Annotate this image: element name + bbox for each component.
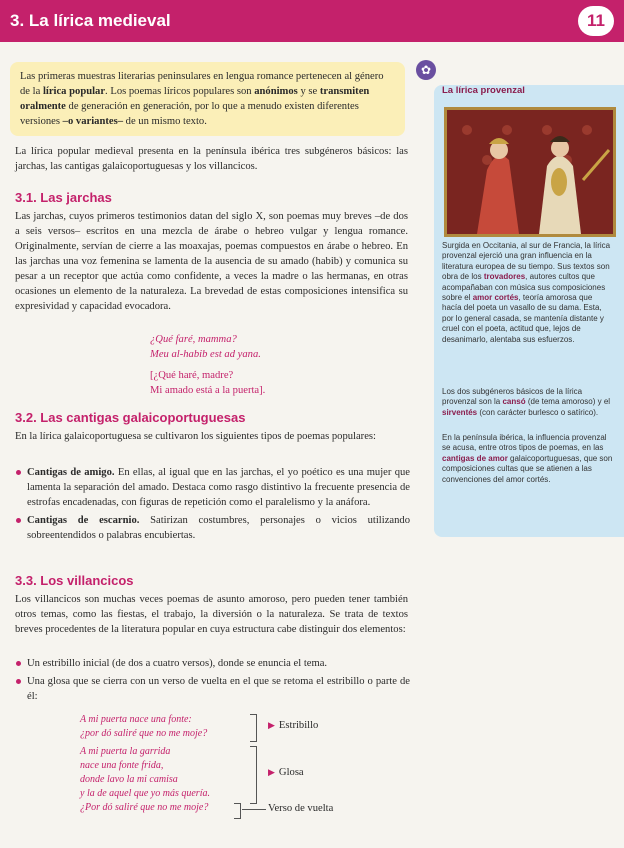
miniature-illustration	[447, 110, 613, 234]
intro-text: de un mismo texto.	[123, 116, 207, 127]
sb-bold: sirventés	[442, 407, 478, 417]
poem-line: ¿Por dó saliré que no me moje?	[80, 802, 209, 813]
list-item	[15, 465, 410, 510]
sb-text: , teoría amorosa que hacía del poeta un vasallo de su dama. Esta, por lo general casada, se mantenía distante y cruel con el poeta, actitud que, lejos de desanimarlo, alentaba sus esfuerzos.	[442, 293, 604, 344]
poem-line: A mi puerta nace una fonte:	[80, 714, 192, 725]
sb-text: Surgida en Occitania, al sur de Francia, la lírica provenzal ejerció una gran influencia en la literatura europea de su tiempo. Sus textos son obra de los	[442, 241, 611, 282]
sidebar-title: La lírica provenzal	[442, 85, 525, 96]
jarchas-paragraph: Las jarchas, cuyos primeros testimonios datan del siglo X, son poemas muy breves –de dos a seis versos– escritos en una mezcla de árabe o hebreo vulgar y lengua romance. Originalmente, servían de cierre a las moaxajas, poemas compuestos en árabe o hebreo. En las jarchas una voz femenina se lamenta de la ausencia de su amado (habib) y comunica su pesar a un receptor que actúa como confidente, a veces la madre o las hermanas, en otras ocasiones un elemento de la naturaleza. La brevedad de estas composiciones intensifica su expresividad y capacidad evocadora.	[15, 210, 408, 312]
intro-bold: lírica popular	[42, 86, 106, 97]
section-heading-jarchas: 3.1. Las jarchas	[15, 190, 112, 205]
intro-text: y se	[297, 86, 320, 97]
intro-bold: transmiten oralmente	[20, 86, 370, 112]
intro-box	[10, 62, 405, 136]
poem-line: Mi amado está a la puerta].	[150, 385, 266, 396]
arrow-icon: ▶	[268, 767, 275, 777]
poem-line: y la de aquel que yo más quería.	[80, 788, 210, 799]
sidebar-badge-icon: ✿	[416, 60, 436, 80]
sb-bold: amor cortés	[472, 293, 519, 303]
sb-bold: cansó	[502, 397, 526, 407]
sb-text: En la península ibérica, la influencia provenzal se acusa, entre otros tipos de poemas, en las	[442, 433, 607, 453]
page-number: 11	[578, 6, 614, 36]
sb-text: (de tema amoroso) y el	[525, 397, 611, 407]
list-text: Satirizan costumbres, personajes o vicios utilizando sobreentendidos o palabras encubiertas.	[27, 515, 410, 541]
intro-bold: –o variantes–	[62, 116, 123, 127]
glosa-label	[268, 767, 304, 778]
sidebar-text-1	[442, 241, 614, 345]
poem-line: nace una fonte frida,	[80, 760, 164, 771]
sb-text: Los dos subgéneros básicos de la lírica provenzal son la	[442, 387, 583, 407]
sidebar-text-3	[442, 433, 614, 485]
glosa-bracket	[250, 746, 257, 804]
label-text: Glosa	[278, 767, 304, 778]
list-term: Cantigas de amigo.	[27, 467, 115, 478]
villancicos-list	[15, 656, 410, 707]
label-text: Estribillo	[278, 720, 319, 731]
intro-text: de generación en generación, por lo que a menudo existen diferentes versiones	[20, 101, 359, 127]
cantigas-list	[15, 465, 410, 546]
sb-text: (con carácter burlesco o satírico).	[477, 407, 599, 417]
vuelta-line	[242, 809, 266, 810]
estribillo-label	[268, 720, 318, 731]
section-heading-villancicos: 3.3. Los villancicos	[15, 573, 134, 588]
chapter-title: 3. La lírica medieval	[10, 11, 171, 30]
list-item	[15, 513, 410, 543]
sidebar-provenzal	[434, 85, 624, 537]
intro-text: . Los poemas líricos populares son	[105, 86, 255, 97]
lead-paragraph: La lírica popular medieval presenta en la península ibérica tres subgéneros básicos: las jarchas, las cantigas galaicoportuguesas y los villancicos.	[15, 145, 408, 172]
sb-bold: cantigas de amor	[442, 453, 508, 463]
chapter-header	[0, 0, 624, 42]
poem-line: Meu al-habib est ad yana.	[150, 349, 261, 360]
sidebar-text-2	[442, 387, 614, 418]
poem-line: [¿Qué haré, madre?	[150, 370, 234, 381]
section-heading-cantigas: 3.2. Las cantigas galaicoportuguesas	[15, 410, 246, 425]
poem-line: ¿por dó saliré que no me moje?	[80, 728, 208, 739]
intro-bold: anónimos	[254, 86, 298, 97]
list-item: Una glosa que se cierra con un verso de vuelta en el que se retoma el estribillo o parte de él:	[15, 674, 410, 704]
sb-text: galaicoportuguesas, que son composiciones cultas que se atienen a las convenciones del amor cortés.	[442, 453, 613, 484]
list-item: Un estribillo inicial (de dos a cuatro versos), donde se enuncia el tema.	[15, 656, 410, 671]
intro-text: Las primeras muestras literarias peninsulares en lengua romance pertenecen al género de la	[20, 71, 384, 97]
jarcha-poem	[150, 332, 265, 398]
poem-line: ¿Qué faré, mamma?	[150, 334, 237, 345]
villancico-poem	[80, 713, 210, 815]
sb-bold: trovadores	[483, 272, 526, 282]
arrow-icon: ▶	[268, 720, 275, 730]
troubadour-miniature-image	[444, 107, 616, 237]
list-term: Cantigas de escarnio.	[27, 515, 140, 526]
vuelta-bracket	[234, 803, 241, 819]
poem-line: donde lavo la mi camisa	[80, 774, 178, 785]
villancicos-paragraph: Los villancicos son muchas veces poemas de asunto amoroso, pero pueden tener también otros temas, como las fiestas, el trabajo, la diversión o la naturaleza. Se trata de textos breves procedentes de la literatura popular en cuya estructura cabe distinguir dos elementos:	[15, 593, 408, 635]
list-text: En ellas, al igual que en las jarchas, el yo poético es una mujer que lamenta la separación del amado. Destaca como rasgo distintivo la frecuente presencia de estrofas encadenadas, con figuras de repetición como el paralelismo y la anáfora.	[27, 467, 411, 508]
poem-line: A mi puerta la garrida	[80, 746, 171, 757]
vuelta-label: Verso de vuelta	[268, 803, 334, 814]
estribillo-bracket	[250, 714, 257, 742]
sb-text: , autores cultos que acompañaban con música sus composiciones sobre el	[442, 272, 606, 303]
cantigas-intro: En la lírica galaicoportuguesa se cultivaron los siguientes tipos de poemas populares:	[15, 430, 376, 442]
